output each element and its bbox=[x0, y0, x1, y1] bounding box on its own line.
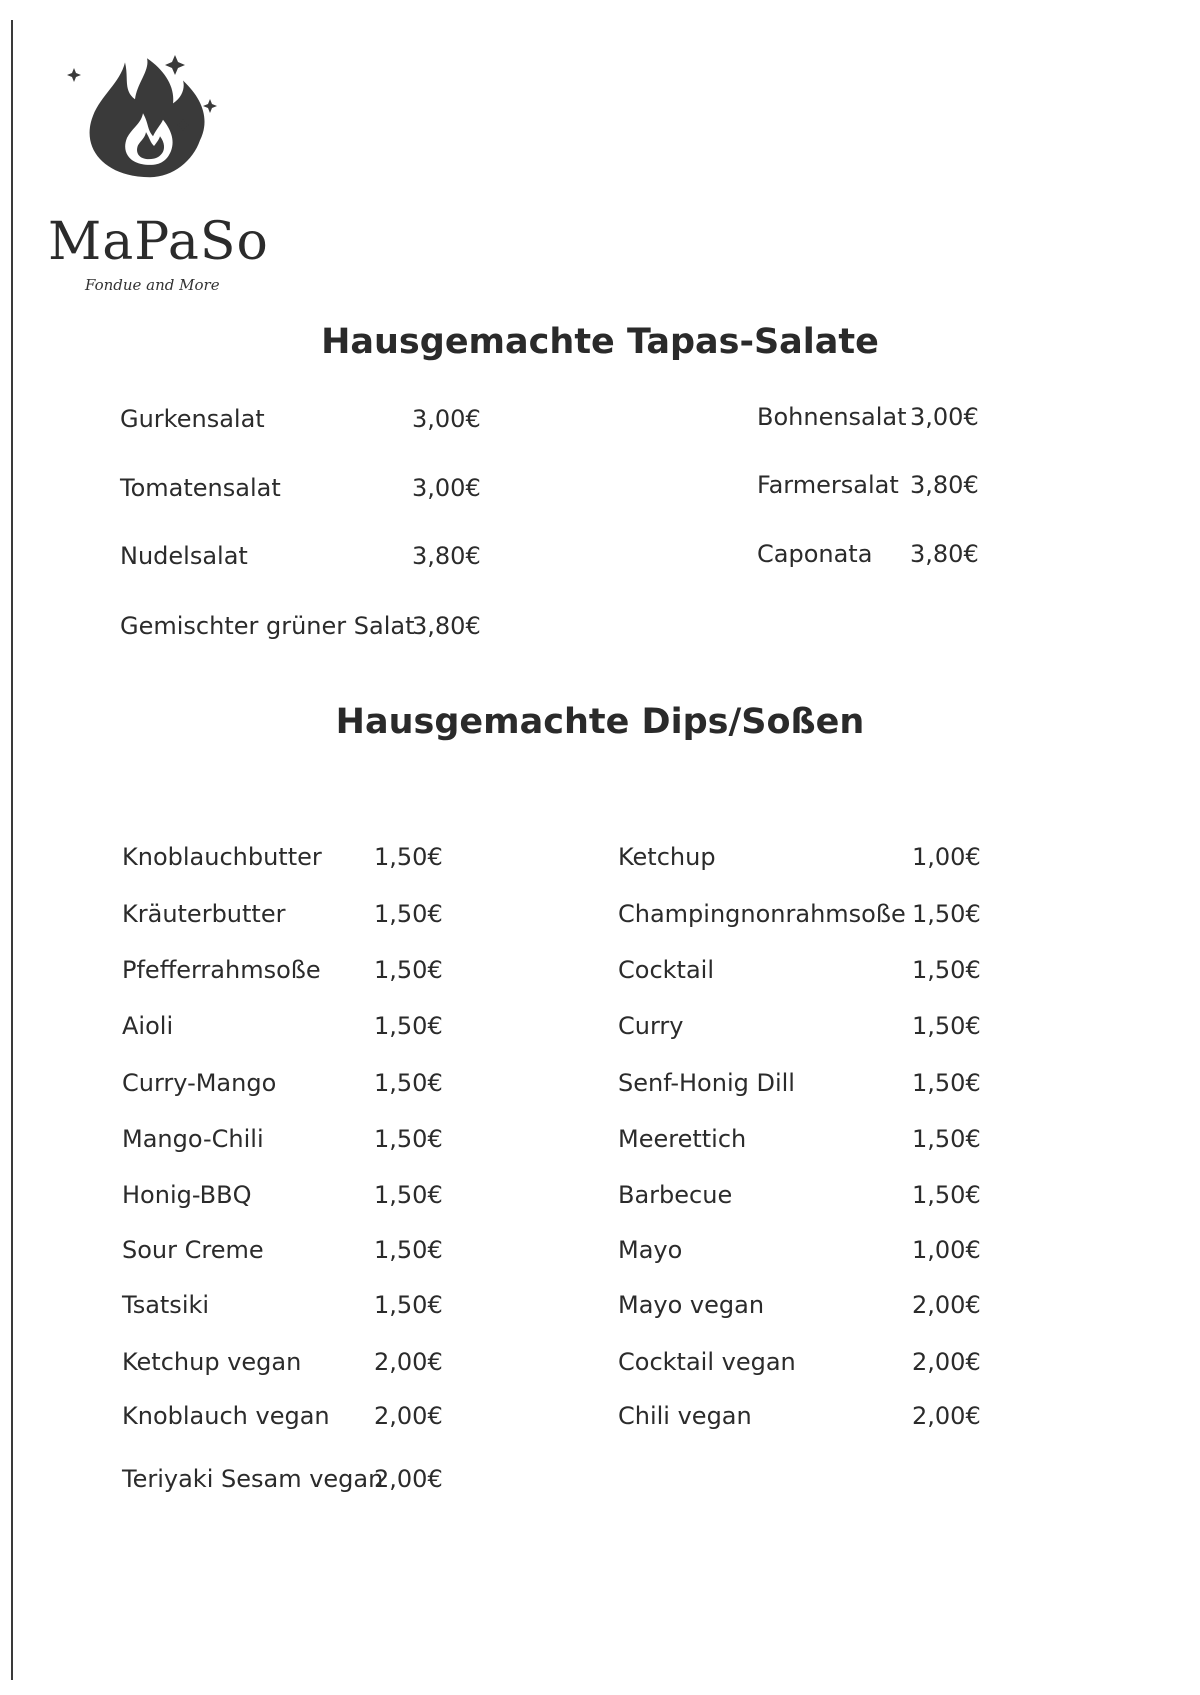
menu-item-price: 2,00€ bbox=[912, 1348, 981, 1376]
menu-item-name: Gurkensalat bbox=[120, 405, 265, 433]
menu-item-price: 2,00€ bbox=[374, 1402, 443, 1430]
menu-item-name: Ketchup vegan bbox=[122, 1348, 302, 1376]
salads-section-title: Hausgemachte Tapas-Salate bbox=[321, 322, 879, 362]
menu-item-price: 1,50€ bbox=[374, 1236, 443, 1264]
menu-item-price: 1,50€ bbox=[374, 956, 443, 984]
menu-item-name: Pfefferrahmsoße bbox=[122, 956, 321, 984]
brand-name: MaPaSo bbox=[48, 212, 269, 272]
menu-item-name: Sour Creme bbox=[122, 1236, 264, 1264]
flame-icon bbox=[40, 50, 280, 220]
menu-item-name: Meerettich bbox=[618, 1125, 747, 1153]
menu-item-name: Mayo vegan bbox=[618, 1291, 765, 1319]
menu-item-price: 1,50€ bbox=[912, 956, 981, 984]
menu-item-price: 3,80€ bbox=[412, 612, 481, 640]
menu-item-name: Caponata bbox=[757, 540, 873, 568]
page-left-rule bbox=[11, 20, 13, 1680]
menu-item-name: Champingnonrahmsoße bbox=[618, 900, 906, 928]
menu-item-name: Nudelsalat bbox=[120, 542, 248, 570]
menu-item-price: 1,50€ bbox=[912, 900, 981, 928]
menu-item-name: Barbecue bbox=[618, 1181, 733, 1209]
menu-item-name: Knoblauch vegan bbox=[122, 1402, 330, 1430]
menu-item-price: 2,00€ bbox=[374, 1348, 443, 1376]
menu-item-price: 1,50€ bbox=[374, 900, 443, 928]
menu-item-price: 1,50€ bbox=[374, 1012, 443, 1040]
menu-item-price: 1,50€ bbox=[374, 1125, 443, 1153]
menu-item-name: Aioli bbox=[122, 1012, 174, 1040]
menu-item-name: Kräuterbutter bbox=[122, 900, 286, 928]
menu-item-name: Tsatsiki bbox=[122, 1291, 210, 1319]
menu-item-price: 3,80€ bbox=[910, 540, 979, 568]
menu-item-price: 1,50€ bbox=[912, 1181, 981, 1209]
menu-item-name: Mayo bbox=[618, 1236, 683, 1264]
menu-item-name: Cocktail vegan bbox=[618, 1348, 796, 1376]
menu-item-price: 1,50€ bbox=[912, 1069, 981, 1097]
menu-item-name: Tomatensalat bbox=[120, 474, 281, 502]
menu-item-price: 3,80€ bbox=[910, 471, 979, 499]
menu-item-name: Ketchup bbox=[618, 843, 716, 871]
menu-item-name: Senf-Honig Dill bbox=[618, 1069, 795, 1097]
menu-item-name: Bohnensalat bbox=[757, 403, 907, 431]
menu-item-name: Curry bbox=[618, 1012, 684, 1040]
menu-item-price: 3,80€ bbox=[412, 542, 481, 570]
menu-item-price: 1,00€ bbox=[912, 1236, 981, 1264]
menu-item-name: Cocktail bbox=[618, 956, 714, 984]
menu-item-price: 3,00€ bbox=[412, 474, 481, 502]
menu-item-price: 3,00€ bbox=[910, 403, 979, 431]
menu-item-price: 2,00€ bbox=[912, 1402, 981, 1430]
menu-item-price: 1,50€ bbox=[912, 1125, 981, 1153]
menu-item-price: 1,50€ bbox=[912, 1012, 981, 1040]
menu-item-price: 1,00€ bbox=[912, 843, 981, 871]
menu-item-name: Curry-Mango bbox=[122, 1069, 277, 1097]
menu-item-name: Knoblauchbutter bbox=[122, 843, 322, 871]
menu-item-price: 2,00€ bbox=[912, 1291, 981, 1319]
menu-item-price: 3,00€ bbox=[412, 405, 481, 433]
menu-item-price: 1,50€ bbox=[374, 1069, 443, 1097]
menu-item-name: Chili vegan bbox=[618, 1402, 752, 1430]
menu-item-name: Gemischter grüner Salat bbox=[120, 612, 415, 640]
menu-item-name: Teriyaki Sesam vegan bbox=[122, 1465, 384, 1493]
menu-item-name: Farmersalat bbox=[757, 471, 899, 499]
menu-item-price: 1,50€ bbox=[374, 1181, 443, 1209]
menu-item-price: 1,50€ bbox=[374, 843, 443, 871]
brand-tagline: Fondue and More bbox=[85, 276, 220, 294]
menu-item-name: Mango-Chili bbox=[122, 1125, 264, 1153]
menu-item-price: 2,00€ bbox=[374, 1465, 443, 1493]
menu-item-name: Honig-BBQ bbox=[122, 1181, 252, 1209]
menu-item-price: 1,50€ bbox=[374, 1291, 443, 1319]
dips-section-title: Hausgemachte Dips/Soßen bbox=[335, 702, 865, 742]
